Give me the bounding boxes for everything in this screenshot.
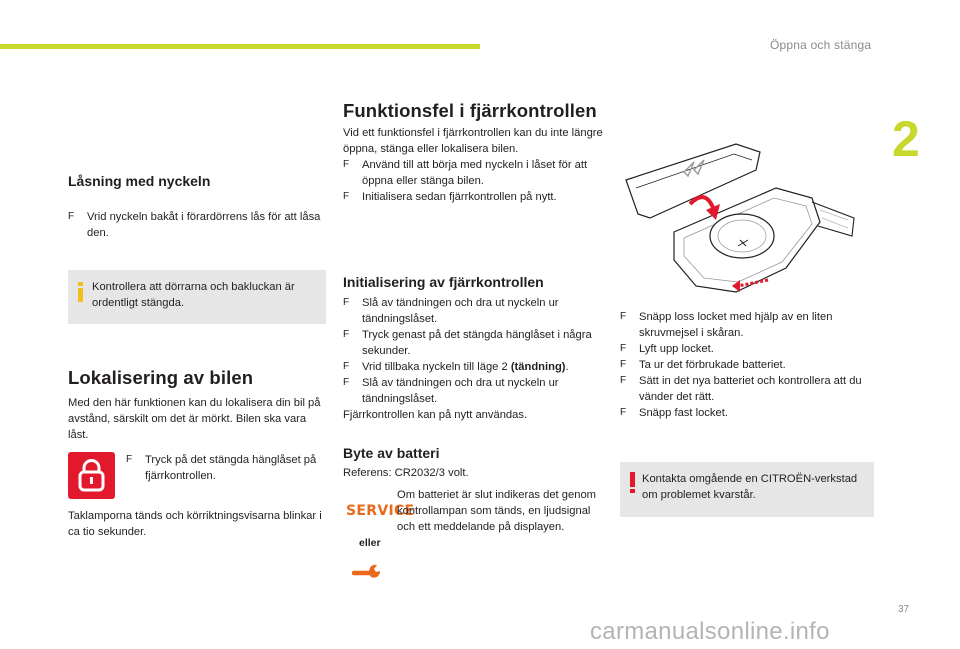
locking-bullet: F Vrid nyckeln bakåt i förardörrens lås för att låsa den. [68, 211, 321, 239]
info-box [68, 270, 326, 324]
malfunction-section: Vid ett funktionsfel i fjärrkontrollen kan du inte längre öppna, stänga eller lokalisera bilen. F Använd till att börja med nyckeln i låset för att öppna eller stänga bilen. F Initialisera sedan fjärrkontrollen på nytt. [343, 125, 605, 205]
list-item: F Slå av tändningen och dra ut nyckeln ur tändningslåset. [343, 377, 559, 405]
info-note-text: Kontrollera att dörrarna och bakluckan är ordentligt stängda. [92, 281, 295, 309]
section-title: Öppna och stänga [770, 38, 872, 52]
warning-note-text: Kontakta omgående en CITROËN-verkstad om problemet kvarstår. [642, 473, 858, 501]
heading-locking-with-key: Låsning med nyckeln [68, 173, 211, 189]
lamps-text: Taklamporna tänds och körriktningsvisarna blinkar i ca tio sekunder. [68, 510, 322, 538]
list-item: F Snäpp loss locket med hjälp av en liten skruvmejsel i skåran. [620, 311, 833, 339]
info-icon [77, 282, 84, 302]
init-section: F Slå av tändningen och dra ut nyckeln ur tändningslåset. F Tryck genast på det stängda hänglåset i några sekunder. F Vrid tillbaka nyckeln till läge 2 (tändning). F Slå av tändningen och dra ut nyckeln ur tändningslåset. Fjärrkontrollen kan på nytt användas. [343, 295, 605, 423]
watermark: carmanualsonline.info [590, 618, 830, 645]
list-item: F Snäpp fast locket. [620, 407, 728, 419]
warning-box [620, 462, 874, 517]
list-item: F Lyft upp locket. [620, 343, 714, 355]
heading-locating-car: Lokalisering av bilen [68, 367, 254, 388]
page-number: 37 [898, 604, 910, 615]
warning-icon [629, 472, 636, 494]
heading-battery-replacement: Byte av batteri [343, 445, 440, 461]
list-item: F Slå av tändningen och dra ut nyckeln ur tändningslåset. [343, 297, 559, 325]
wrench-icon [352, 562, 382, 582]
locating-text: Med den här funktionen kan du lokalisera din bil på avstånd, särskilt om det är mörkt. Bilen ska vara låst. [68, 397, 321, 441]
heading-remote-malfunction: Funktionsfel i fjärrkontrollen [343, 100, 597, 121]
list-item: F Ta ur det förbrukade batteriet. [620, 359, 786, 371]
service-icon: SERVICE [346, 503, 415, 519]
list-item: F Vrid tillbaka nyckeln till läge 2 (tändning). [343, 361, 569, 373]
list-item: F Tryck genast på det stängda hänglåset i några sekunder. [343, 329, 592, 357]
chapter-number: 2 [892, 111, 920, 167]
accent-bar [0, 44, 480, 49]
list-item: F Initialisera sedan fjärrkontrollen på nytt. [343, 191, 557, 203]
battery-empty-text: Om batteriet är slut indikeras det genom kontrollampan som tänds, en ljudsignal och ett meddelande på displayen. [397, 489, 596, 533]
key-battery-illustration [616, 140, 856, 300]
or-label: eller [359, 537, 381, 549]
heading-remote-initialisation: Initialisering av fjärrkontrollen [343, 274, 544, 290]
battery-reference: Referens: CR2032/3 volt. [343, 467, 469, 479]
list-item: F Sätt in det nya batteriet och kontrollera att du vänder det rätt. [620, 375, 862, 403]
battery-steps [620, 309, 882, 421]
list-item: F Använd till att börja med nyckeln i låset för att öppna eller stänga bilen. [343, 159, 588, 187]
padlock-icon [68, 452, 115, 499]
press-padlock-bullet: F Tryck på det stängda hänglåset på fjärrkontrollen. [126, 454, 317, 482]
